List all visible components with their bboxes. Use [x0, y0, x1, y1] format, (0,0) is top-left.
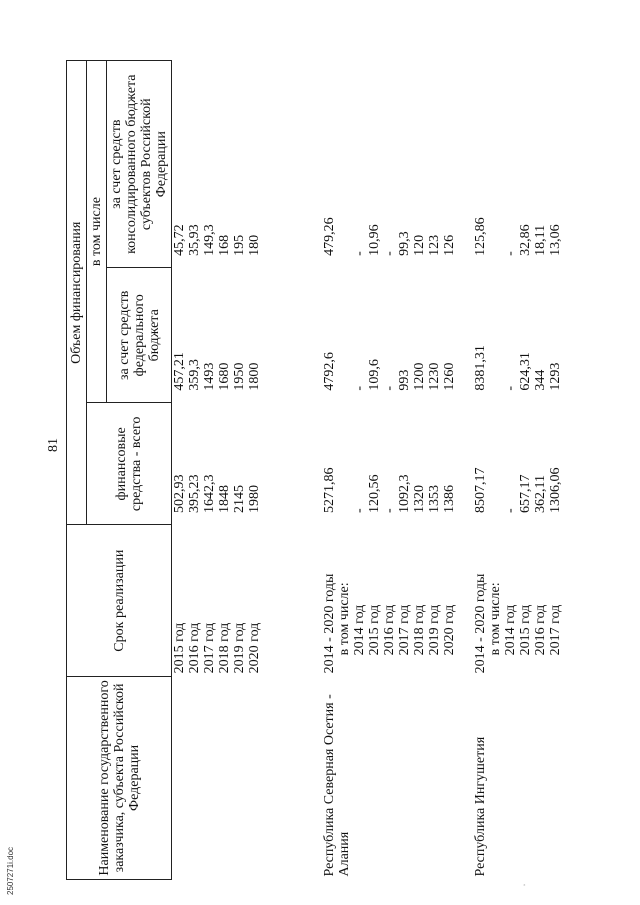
region-total: [457, 403, 563, 525]
value-cell: 1230: [427, 362, 442, 391]
financing-table: [66, 60, 563, 880]
year-label: 2014 год: [503, 604, 518, 656]
value-cell: 1950: [232, 362, 247, 391]
including-label: в том числе:: [488, 582, 503, 656]
region-row: [457, 61, 563, 880]
value-cell: -: [352, 508, 367, 513]
value-cell: 126: [442, 234, 457, 256]
region-regional: [322, 61, 457, 268]
value-cell: 168: [217, 234, 232, 256]
continuation-regional: [172, 61, 323, 268]
value-cell: 10,96: [367, 224, 382, 256]
value-cell: 35,93: [187, 224, 202, 256]
value-cell: 1680: [217, 362, 232, 391]
region-federal: [457, 268, 563, 403]
value-cell: 502,93: [172, 474, 187, 513]
year-label: 2016 год: [533, 604, 548, 656]
continuation-years: [172, 525, 323, 676]
value-cell: 195: [232, 234, 247, 256]
value-cell: 13,06: [548, 224, 563, 256]
year-label: 2015 год: [367, 604, 382, 656]
year-label: 2017 год: [548, 604, 563, 656]
rotated-page: [66, 40, 606, 880]
value-cell: -: [352, 251, 367, 256]
value-cell: 120: [412, 234, 427, 256]
region-name: Республика Ингушетия: [473, 736, 488, 877]
value-cell: 1800: [247, 362, 262, 391]
value-cell: 149,3: [202, 224, 217, 256]
year-label: 2019 год: [232, 622, 247, 674]
year-label: 2018 год: [217, 622, 232, 674]
region-years: [322, 525, 457, 676]
year-label: 2018 год: [412, 604, 427, 656]
value-cell: 1353: [427, 484, 442, 513]
region-total: [322, 403, 457, 525]
value-cell: 1493: [202, 362, 217, 391]
value-cell: 624,31: [518, 352, 533, 391]
header-federal: за счет средств федерального бюджета: [107, 268, 172, 403]
value-cell: 32,86: [518, 224, 533, 256]
value-cell: 1092,3: [397, 474, 412, 513]
document-id: 2507271i.doc: [6, 846, 15, 895]
year-label: 2015 год: [518, 604, 533, 656]
continuation-federal: [172, 268, 323, 403]
value-cell: 1848: [217, 484, 232, 513]
value-cell: -: [503, 251, 518, 256]
value-cell: 1642,3: [202, 474, 217, 513]
value-cell: -: [382, 251, 397, 256]
page-number: 81: [46, 438, 61, 452]
period-label: 2014 - 2020 годы: [322, 573, 337, 674]
sum-value: 4792,6: [322, 352, 337, 391]
value-cell: -: [382, 508, 397, 513]
year-label: 2014 год: [352, 604, 367, 656]
scan-speck: ﾞ: [523, 884, 527, 893]
year-label: 2020 год: [442, 604, 457, 656]
value-cell: 180: [247, 234, 262, 256]
value-cell: 1320: [412, 484, 427, 513]
header-period: Срок реализации: [67, 525, 172, 676]
value-cell: 1293: [548, 362, 563, 391]
region-years: [457, 525, 563, 676]
value-cell: 344: [533, 369, 548, 391]
value-cell: 457,21: [172, 352, 187, 391]
header-total: финансовые средства - всего: [87, 403, 172, 525]
value-cell: 395,23: [187, 474, 202, 513]
header-including: в том числе: [87, 61, 107, 403]
year-label: 2020 год: [247, 622, 262, 674]
table-header: [67, 61, 172, 880]
continuation-total: [172, 403, 323, 525]
region-row: [322, 61, 457, 880]
empty-cell: [172, 676, 323, 879]
header-funding-volume: Объем финансирования: [67, 61, 87, 525]
value-cell: 123: [427, 234, 442, 256]
header-regional: за счет средств консолидированного бюджета субъектов Российской Федерации: [107, 61, 172, 268]
sum-value: 5271,86: [322, 467, 337, 513]
header-customer: Наименование государственного заказчика, субъекта Российской Федерации: [67, 676, 172, 879]
year-label: 2016 год: [382, 604, 397, 656]
region-federal: [322, 268, 457, 403]
value-cell: -: [352, 386, 367, 391]
value-cell: 99,3: [397, 231, 412, 256]
value-cell: 45,72: [172, 224, 187, 256]
year-label: 2017 год: [202, 622, 217, 674]
value-cell: 1386: [442, 484, 457, 513]
period-label: 2014 - 2020 годы: [473, 573, 488, 674]
value-cell: 657,17: [518, 474, 533, 513]
value-cell: 362,11: [533, 475, 548, 513]
sum-value: 8381,31: [473, 345, 488, 391]
year-label: 2017 год: [397, 604, 412, 656]
value-cell: -: [382, 386, 397, 391]
year-label: 2019 год: [427, 604, 442, 656]
value-cell: -: [503, 386, 518, 391]
sum-value: 479,26: [322, 217, 337, 256]
sum-value: 8507,17: [473, 467, 488, 513]
value-cell: 2145: [232, 484, 247, 513]
year-label: 2015 год: [172, 622, 187, 674]
continuation-block: [172, 61, 323, 880]
including-label: в том числе:: [337, 582, 352, 656]
value-cell: 1260: [442, 362, 457, 391]
value-cell: 1200: [412, 362, 427, 391]
value-cell: 993: [397, 369, 412, 391]
value-cell: 120,56: [367, 474, 382, 513]
year-label: 2016 год: [187, 622, 202, 674]
region-regional: [457, 61, 563, 268]
value-cell: -: [503, 508, 518, 513]
value-cell: 1306,06: [548, 467, 563, 513]
value-cell: 359,3: [187, 359, 202, 391]
value-cell: 18,11: [533, 224, 548, 256]
region-name: Республика Северная Осетия - Алания: [322, 694, 352, 877]
value-cell: 1980: [247, 484, 262, 513]
value-cell: 109,6: [367, 359, 382, 391]
sum-value: 125,86: [473, 217, 488, 256]
